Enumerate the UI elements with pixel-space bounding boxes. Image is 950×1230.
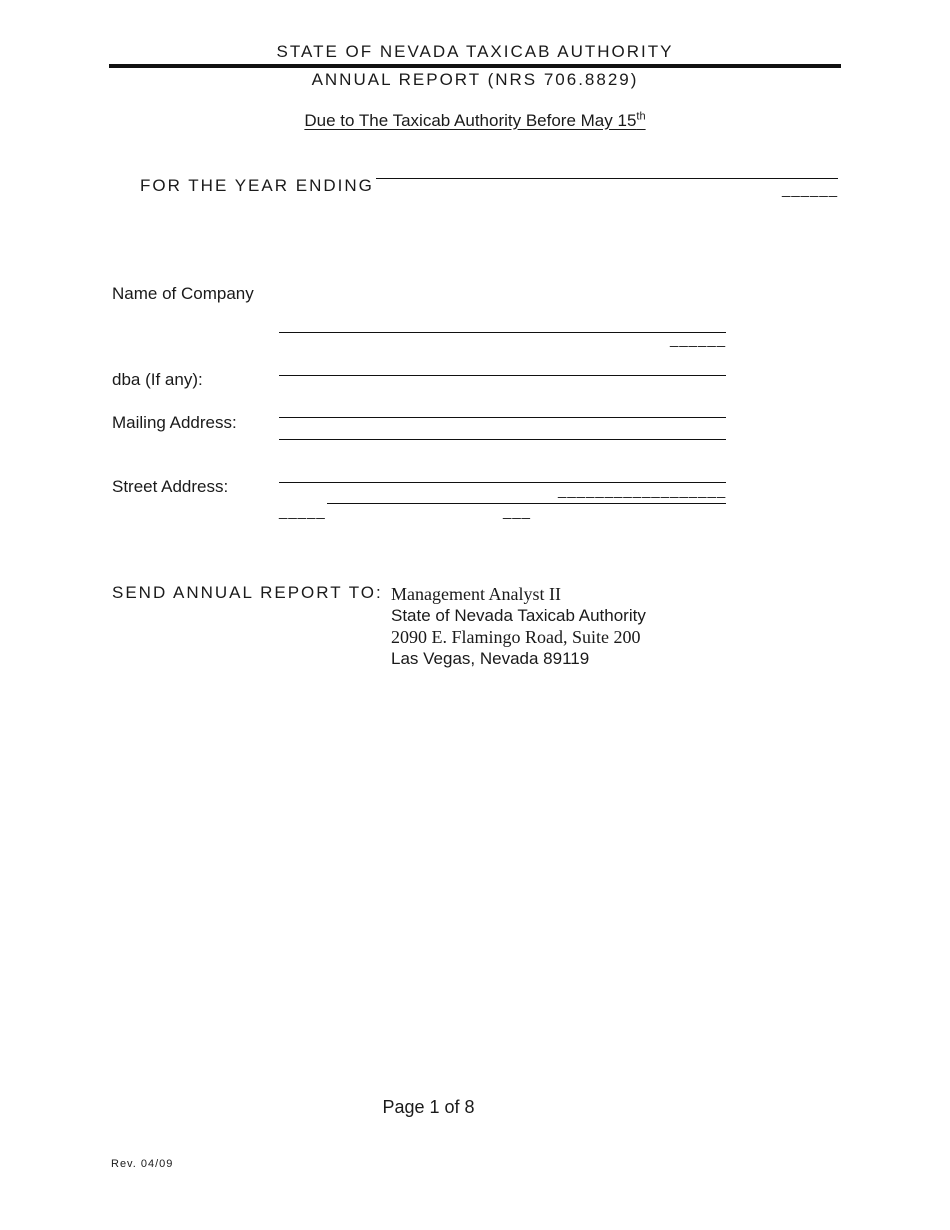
mailing-address-label: Mailing Address:	[112, 413, 237, 432]
report-title: ANNUAL REPORT (NRS 706.8829)	[311, 70, 639, 89]
company-name-trail: ______	[670, 331, 727, 348]
send-to-line-4: Las Vegas, Nevada 89119	[391, 649, 590, 668]
due-notice	[0, 110, 950, 131]
send-to-line-3: 2090 E. Flamingo Road, Suite 200	[391, 627, 641, 647]
page-number: Page 1 of 8	[382, 1097, 475, 1117]
dba-field[interactable]	[279, 375, 726, 376]
header-divider	[109, 64, 841, 68]
year-ending-field[interactable]	[376, 178, 838, 179]
mailing-address-field-line1[interactable]	[279, 417, 726, 418]
agency-heading: STATE OF NEVADA TAXICAB AUTHORITY	[276, 42, 674, 61]
street-address-line2-lead: _____	[279, 503, 326, 520]
street-address-line2-mid: ___	[503, 503, 532, 520]
company-name-field[interactable]	[279, 332, 726, 333]
send-to-line-1: Management Analyst II	[391, 584, 561, 604]
street-address-trail: __________________	[558, 482, 727, 499]
revision-note: Rev. 04/09	[111, 1158, 174, 1170]
company-name-label: Name of Company	[112, 284, 254, 303]
dba-label: dba (If any):	[112, 370, 203, 389]
street-address-label: Street Address:	[112, 477, 229, 496]
year-ending-label: FOR THE YEAR ENDING	[140, 176, 374, 195]
send-to-label: SEND ANNUAL REPORT TO:	[112, 583, 383, 602]
send-to-line-2: State of Nevada Taxicab Authority	[391, 606, 646, 625]
mailing-address-field-line2[interactable]	[279, 439, 726, 440]
due-suffix: th	[636, 110, 646, 122]
due-text: Due to The Taxicab Authority Before May 15	[304, 110, 637, 130]
year-ending-trail: ______	[782, 181, 839, 198]
